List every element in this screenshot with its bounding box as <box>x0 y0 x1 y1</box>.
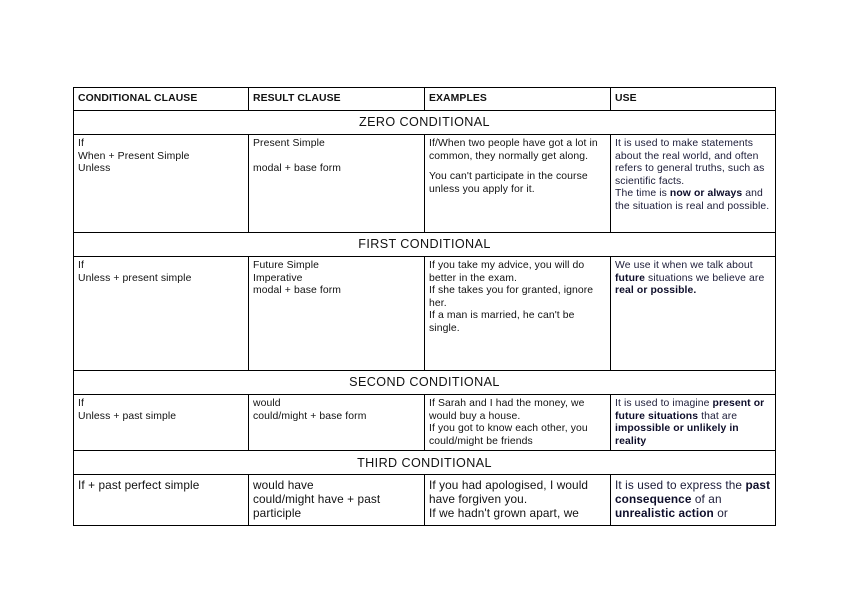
third-use-emphasis: unrealistic action <box>615 505 714 520</box>
zero-use-emphasis: now or always <box>669 188 743 200</box>
section-title-second-conditional: SECOND CONDITIONAL <box>74 371 776 395</box>
third-examples-cell <box>425 475 611 526</box>
second-use-emphasis: present or future situations <box>615 398 765 422</box>
first-examples-cell <box>425 257 611 371</box>
section-title-zero-conditional: ZERO CONDITIONAL <box>74 111 776 135</box>
third-result-line: could/might have + past participle <box>253 492 381 520</box>
row-zero-conditional <box>74 135 776 233</box>
header-use: USE <box>611 88 776 111</box>
section-row-third <box>74 451 776 475</box>
section-row-second <box>74 371 776 395</box>
second-example: If Sarah and I had the money, we would buy a house. <box>429 398 585 422</box>
row-first-conditional <box>74 257 776 371</box>
third-result-clause-cell <box>249 475 425 526</box>
first-result-line: modal + base form <box>253 285 342 297</box>
first-result-clause-cell <box>249 257 425 371</box>
second-example: If you got to know each other, you could/might be friends <box>429 423 588 447</box>
section-title-third-conditional: THIRD CONDITIONAL <box>74 451 776 475</box>
first-conditional-line: If <box>78 260 84 271</box>
second-conditional-line: If <box>78 398 84 409</box>
first-example: If a man is married, he can't be single. <box>429 310 575 334</box>
zero-use-cell <box>611 135 776 233</box>
zero-result-line: Present Simple <box>253 138 325 149</box>
zero-conditional-line: If <box>78 138 84 149</box>
first-conditional-line: Unless + present simple <box>78 272 192 284</box>
second-use-cell <box>611 395 776 451</box>
header-conditional-clause: CONDITIONAL CLAUSE <box>74 88 249 111</box>
third-use-text: It is used to express the <box>615 478 746 493</box>
zero-result-line: modal + base form <box>253 163 342 175</box>
row-second-conditional <box>74 395 776 451</box>
header-result-clause: RESULT CLAUSE <box>249 88 425 111</box>
conditionals-table <box>73 87 776 526</box>
second-conditional-line: Unless + past simple <box>78 410 177 422</box>
row-third-conditional <box>74 475 776 526</box>
second-result-line: would <box>253 398 281 409</box>
header-examples: EXAMPLES <box>425 88 611 111</box>
second-conditional-clause-cell <box>74 395 249 451</box>
zero-examples-cell <box>425 135 611 233</box>
zero-example: You can't participate in the course unless you apply for it. <box>429 171 588 195</box>
section-title-first-conditional: FIRST CONDITIONAL <box>74 233 776 257</box>
first-use-text: situations we believe are <box>645 272 765 284</box>
third-use-text: of an <box>691 492 722 507</box>
first-use-emphasis: real or possible. <box>615 285 697 297</box>
third-use-emphasis: past consequence <box>615 478 771 507</box>
section-row-first <box>74 233 776 257</box>
section-row-zero <box>74 111 776 135</box>
zero-conditional-line: Unless <box>78 163 111 175</box>
first-use-text: We use it when we talk about <box>615 260 753 271</box>
second-use-text: that are <box>698 410 738 422</box>
third-conditional-line: If + past perfect simple <box>78 478 200 493</box>
third-use-cell <box>611 475 776 526</box>
first-result-line: Imperative <box>253 272 303 284</box>
zero-use-text: The time is <box>615 188 670 200</box>
zero-use-text: It is used to make statements about the real world, and often refers to general truths, such as scientific facts. <box>615 138 765 187</box>
second-use-text: It is used to imagine <box>615 398 713 409</box>
first-example: If she takes you for granted, ignore her. <box>429 285 594 309</box>
zero-result-clause-cell <box>249 135 425 233</box>
zero-conditional-clause-cell <box>74 135 249 233</box>
zero-example: If/When two people have got a lot in common, they normally get along. <box>429 138 598 162</box>
third-example: If you had apologised, I would have forgiven you. <box>429 478 589 507</box>
zero-conditional-line: When + Present Simple <box>78 150 190 162</box>
third-result-line: would have <box>253 478 314 493</box>
second-examples-cell <box>425 395 611 451</box>
first-result-line: Future Simple <box>253 260 319 271</box>
first-use-emphasis: future <box>615 272 646 284</box>
first-use-cell <box>611 257 776 371</box>
second-result-clause-cell <box>249 395 425 451</box>
header-row <box>74 88 776 111</box>
third-conditional-clause-cell <box>74 475 249 526</box>
first-example: If you take my advice, you will do better in the exam. <box>429 260 585 284</box>
third-use-text: or <box>713 505 728 520</box>
third-example: If we hadn't grown apart, we <box>429 505 579 520</box>
first-conditional-clause-cell <box>74 257 249 371</box>
second-result-line: could/might + base form <box>253 410 367 422</box>
zero-use-text: and the situation is real and possible. <box>615 188 770 212</box>
second-use-emphasis: impossible or unlikely in reality <box>615 423 739 447</box>
